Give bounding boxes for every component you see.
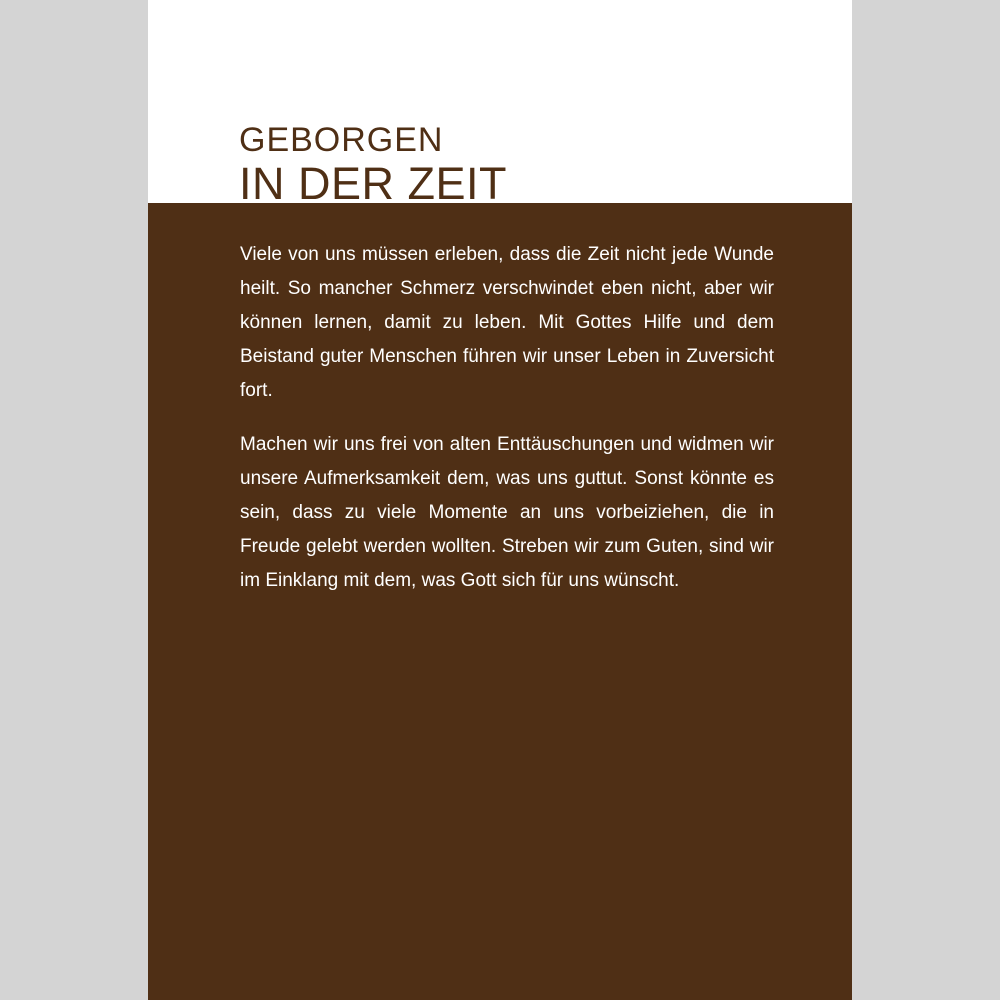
paragraph-2: Machen wir uns frei von alten Enttäuschungen und widmen wir unsere Aufmerksamkeit dem, was uns guttut. Sonst könnte es sein, dass zu viele Momente an uns vorbeiziehen, die in Freude gelebt werden wollten. Streben wir zum Guten, sind wir im Einklang mit dem, was Gott sich für uns wünscht. [240, 434, 774, 591]
body-text [240, 238, 774, 618]
page-title [239, 118, 799, 203]
title-line-1: GEBORGEN [239, 121, 444, 159]
paragraph-1: Viele von uns müssen erleben, dass die Zeit nicht jede Wunde heilt. So mancher Schmerz verschwindet eben nicht, aber wir können lernen, damit zu leben. Mit Gottes Hilfe und dem Beistand guter Menschen führen wir unser Leben in Zuversicht fort. [240, 244, 774, 401]
title-line-2: IN DER ZEIT [239, 158, 508, 203]
document-page [148, 0, 852, 1000]
